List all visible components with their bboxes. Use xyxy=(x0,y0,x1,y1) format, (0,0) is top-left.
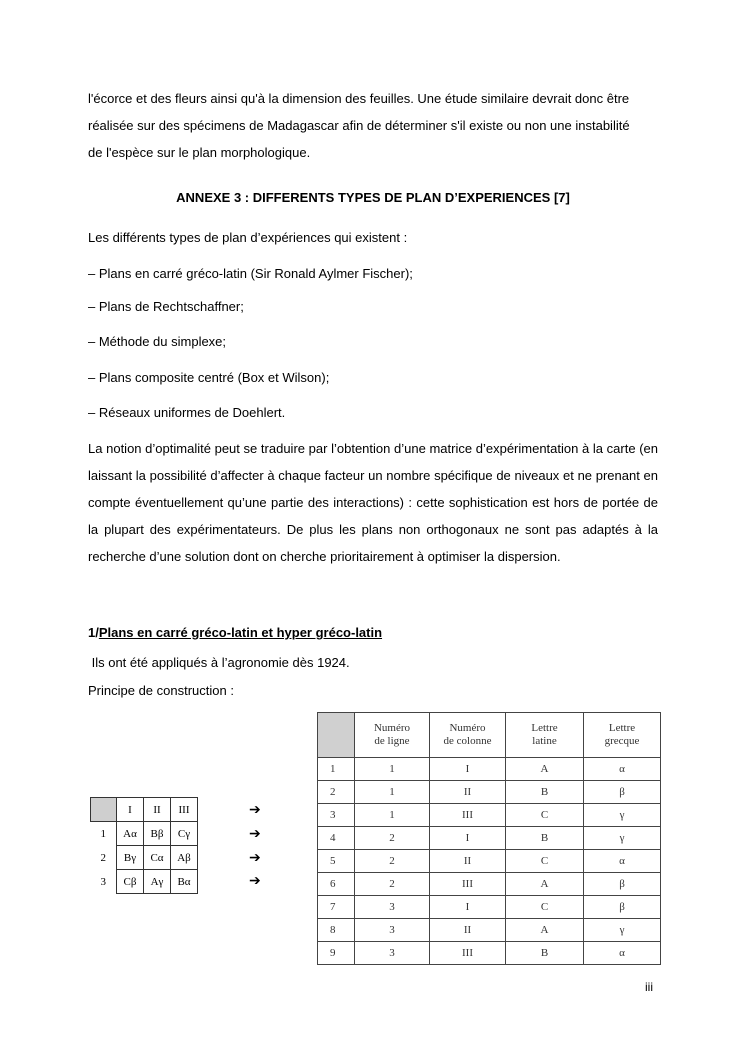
plan-col-header xyxy=(355,713,430,758)
section-title: Plans en carré gréco-latin et hyper gréco-latin xyxy=(98,625,383,640)
table-cell: α xyxy=(584,942,661,965)
table-row xyxy=(318,942,661,965)
table-cell: II xyxy=(430,919,506,942)
table-cell: 3 xyxy=(355,896,430,919)
header-text: de colonne xyxy=(443,735,492,747)
table-cell: A xyxy=(506,919,584,942)
table-cell: II xyxy=(430,781,506,804)
table-cell: 1 xyxy=(355,804,430,827)
header-text: latine xyxy=(532,735,557,747)
square-row-label: 3 xyxy=(100,875,106,888)
square-row xyxy=(91,846,198,870)
square-header-row xyxy=(91,798,198,822)
square-cell: Cα xyxy=(144,846,171,870)
type-item: – Plans de Rechtschaffner; xyxy=(88,299,244,314)
arrow-right-icon: ➔ xyxy=(249,825,261,841)
types-intro: Les différents types de plan d’expériences qui existent : xyxy=(88,230,408,245)
page-number: iii xyxy=(645,980,653,994)
plan-corner xyxy=(318,713,355,758)
type-item: – Plans composite centré (Box et Wilson); xyxy=(88,370,330,385)
header-text: Lettre xyxy=(531,722,558,734)
table-cell: 1 xyxy=(318,758,355,781)
intro-line-1: l'écorce et des fleurs ainsi qu'à la dimension des feuilles. Une étude similaire devrait donc être xyxy=(88,91,630,106)
square-cell: Cγ xyxy=(171,822,198,846)
table-row xyxy=(318,873,661,896)
section-heading xyxy=(88,625,382,641)
greco-latin-square xyxy=(90,797,198,894)
square-cell: Cβ xyxy=(117,870,144,894)
table-row xyxy=(318,919,661,942)
table-cell: III xyxy=(430,942,506,965)
table-cell: 1 xyxy=(355,781,430,804)
square-cell: Bα xyxy=(171,870,198,894)
square-col-header: II xyxy=(144,798,171,822)
table-cell: III xyxy=(430,804,506,827)
annex-title: ANNEXE 3 : DIFFERENTS TYPES DE PLAN D’EXPERIENCES [7] xyxy=(176,190,570,205)
table-cell: 7 xyxy=(318,896,355,919)
table-cell: α xyxy=(584,850,661,873)
square-col-header: I xyxy=(117,798,144,822)
square-row xyxy=(91,822,198,846)
section-line-1: Ils ont été appliqués à l’agronomie dès 1924. xyxy=(88,655,350,670)
table-cell: C xyxy=(506,850,584,873)
table-cell: 6 xyxy=(318,873,355,896)
table-cell: 3 xyxy=(355,942,430,965)
table-cell: 4 xyxy=(318,827,355,850)
table-cell: B xyxy=(506,942,584,965)
square-cell: Aα xyxy=(117,822,144,846)
table-cell: β xyxy=(584,873,661,896)
table-cell: I xyxy=(430,896,506,919)
square-cell: Aβ xyxy=(171,846,198,870)
table-cell: 3 xyxy=(318,804,355,827)
table-row xyxy=(318,781,661,804)
arrow-right-icon: ➔ xyxy=(249,801,261,817)
plan-col-header xyxy=(430,713,506,758)
header-text: de ligne xyxy=(374,735,410,747)
table-cell: 2 xyxy=(355,873,430,896)
square-row-label: 2 xyxy=(100,851,106,864)
header-text: grecque xyxy=(604,735,640,747)
table-cell: C xyxy=(506,804,584,827)
plan-header-row xyxy=(318,713,661,758)
square-cell: Bγ xyxy=(117,846,144,870)
table-cell: 2 xyxy=(355,850,430,873)
table-cell: 3 xyxy=(355,919,430,942)
table-cell: 2 xyxy=(318,781,355,804)
type-item: – Méthode du simplexe; xyxy=(88,334,227,349)
arrow-right-icon: ➔ xyxy=(249,872,261,888)
type-item: – Plans en carré gréco-latin (Sir Ronald Aylmer Fischer); xyxy=(88,266,413,281)
table-cell: II xyxy=(430,850,506,873)
plan-col-header xyxy=(584,713,661,758)
table-cell: β xyxy=(584,896,661,919)
square-corner xyxy=(91,798,117,822)
table-row xyxy=(318,850,661,873)
table-cell: 8 xyxy=(318,919,355,942)
square-row xyxy=(91,870,198,894)
header-text: Numéro xyxy=(373,722,411,734)
header-text: Numéro xyxy=(449,722,486,734)
table-row xyxy=(318,804,661,827)
square-cell: Bβ xyxy=(144,822,171,846)
section-number: 1/ xyxy=(88,625,99,640)
table-cell: C xyxy=(506,896,584,919)
table-cell: γ xyxy=(584,804,661,827)
table-row xyxy=(318,896,661,919)
table-cell: B xyxy=(506,827,584,850)
table-cell: γ xyxy=(584,919,661,942)
table-cell: A xyxy=(506,758,584,781)
square-row-label: 1 xyxy=(100,827,106,840)
table-cell: 5 xyxy=(318,850,355,873)
intro-line-2: réalisée sur des spécimens de Madagascar afin de déterminer s'il existe ou non une instabilité xyxy=(88,118,630,133)
square-cell: Aγ xyxy=(144,870,171,894)
table-cell: B xyxy=(506,781,584,804)
table-cell: γ xyxy=(584,827,661,850)
plan-col-header xyxy=(506,713,584,758)
table-cell: β xyxy=(584,781,661,804)
plan-table xyxy=(317,712,661,965)
table-row xyxy=(318,758,661,781)
table-cell: 9 xyxy=(318,942,355,965)
header-text: Lettre xyxy=(608,722,636,734)
type-item: – Réseaux uniformes de Doehlert. xyxy=(88,405,286,420)
arrow-right-icon: ➔ xyxy=(249,849,261,865)
intro-line-3: de l'espèce sur le plan morphologique. xyxy=(88,145,311,160)
square-col-header: III xyxy=(171,798,198,822)
table-cell: 2 xyxy=(355,827,430,850)
table-cell: α xyxy=(584,758,661,781)
table-cell: A xyxy=(506,873,584,896)
table-cell: I xyxy=(430,827,506,850)
table-cell: I xyxy=(430,758,506,781)
section-line-2: Principe de construction : xyxy=(88,683,234,698)
table-cell: 1 xyxy=(355,758,430,781)
table-cell: III xyxy=(430,873,506,896)
table-row xyxy=(318,827,661,850)
optimality-paragraph: La notion d’optimalité peut se traduire par l’obtention d’une matrice d’expérimentation à la carte (en laissant la possibilité d’affecter à chaque facteur un nombre spécifique de niveaux et ne prenant en compte éventuellement qu’une partie des interactions) : cette sophistication est hors de portée de la plupart des expérimentateurs. De plus les plans non orthogonaux ne sont pas adaptés à la recherche d’une solution dont on cherche prioritairement à optimiser la dispersion. xyxy=(88,441,658,564)
